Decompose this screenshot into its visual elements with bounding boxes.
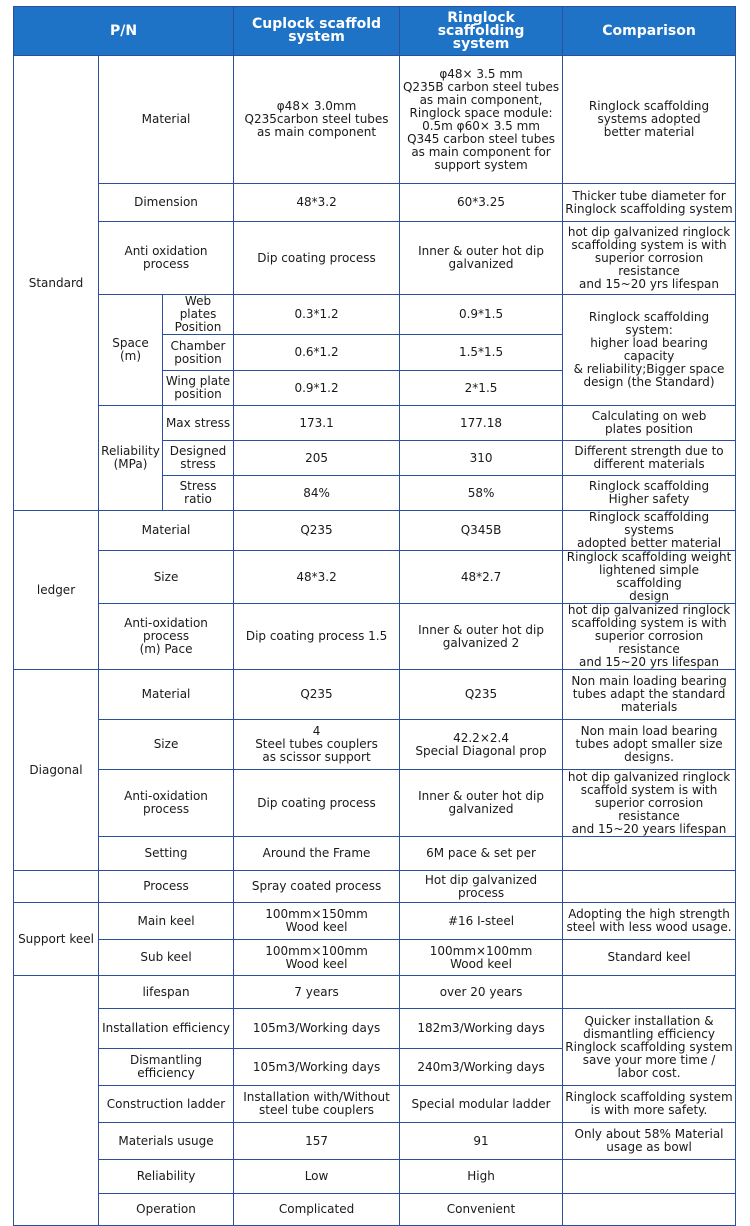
table-row — [14, 1194, 736, 1226]
comparison-cell — [563, 1194, 736, 1226]
sub-label: Chamber position — [163, 335, 234, 371]
cuplock-cell: Q235 — [234, 670, 400, 720]
sub-label: Web plates Position — [163, 295, 234, 335]
ringlock-cell: Inner & outer hot dip galvanized — [400, 222, 563, 295]
sub-label: Max stress — [163, 406, 234, 441]
row-label: Main keel — [99, 903, 234, 940]
cuplock-cell: 105m3/Working days — [234, 1049, 400, 1086]
comparison-cell: Different strength due to different materials — [563, 441, 736, 476]
table-row — [14, 222, 736, 295]
table-row — [14, 56, 736, 184]
ringlock-cell: 0.9*1.5 — [400, 295, 563, 335]
table-row — [14, 1086, 736, 1123]
comparison-cell: Ringlock scaffolding systems adopted better material — [563, 511, 736, 551]
comparison-cell: Calculating on web plates position — [563, 406, 736, 441]
group-support-keel: Support keel — [14, 903, 99, 976]
table-row — [14, 406, 736, 441]
comparison-cell: Adopting the high strength steel with less wood usage. — [563, 903, 736, 940]
ringlock-cell: Q235 — [400, 670, 563, 720]
cuplock-cell: Spray coated process — [234, 871, 400, 903]
cuplock-cell: 48*3.2 — [234, 551, 400, 604]
sub-label: Wing plate position — [163, 371, 234, 406]
cuplock-cell: 0.9*1.2 — [234, 371, 400, 406]
cuplock-cell: 157 — [234, 1123, 400, 1160]
header-comparison: Comparison — [563, 7, 736, 56]
ringlock-cell: 91 — [400, 1123, 563, 1160]
table-row — [14, 720, 736, 770]
table-row — [14, 903, 736, 940]
cuplock-cell: 7 years — [234, 976, 400, 1009]
ringlock-cell: High — [400, 1160, 563, 1194]
comparison-cell: Standard keel — [563, 940, 736, 976]
comparison-cell — [563, 837, 736, 871]
row-label: Size — [99, 720, 234, 770]
table-row — [14, 871, 736, 903]
comparison-cell: Ringlock scaffolding systems adopted better material — [563, 56, 736, 184]
comparison-cell: hot dip galvanized ringlock scaffold system is with superior corrosion resistance and 15~20 years lifespan — [563, 770, 736, 837]
row-label: Material — [99, 511, 234, 551]
cuplock-cell: Installation with/Without steel tube couplers — [234, 1086, 400, 1123]
comparison-cell: Ringlock scaffolding system is with more safety. — [563, 1086, 736, 1123]
comparison-cell: Ringlock scaffolding system: higher load bearing capacity & reliability;Bigger space design (the Standard) — [563, 295, 736, 406]
comparison-cell — [563, 976, 736, 1009]
comparison-cell: Quicker installation & dismantling efficiency Ringlock scaffolding system save your more time / labor cost. — [563, 1009, 736, 1086]
cuplock-cell: Dip coating process — [234, 770, 400, 837]
row-label: Setting — [99, 837, 234, 871]
header-pn: P/N — [14, 7, 234, 56]
sub-label: Designed stress — [163, 441, 234, 476]
table-row — [14, 837, 736, 871]
cuplock-cell: 100mm×100mm Wood keel — [234, 940, 400, 976]
group-empty — [14, 871, 99, 903]
cuplock-cell: 100mm×150mm Wood keel — [234, 903, 400, 940]
comparison-cell — [563, 1160, 736, 1194]
row-label: Dimension — [99, 184, 234, 222]
ringlock-cell: 60*3.25 — [400, 184, 563, 222]
row-label: Size — [99, 551, 234, 604]
ringlock-cell: over 20 years — [400, 976, 563, 1009]
table-row — [14, 1009, 736, 1049]
table-row — [14, 295, 736, 335]
cuplock-cell: 173.1 — [234, 406, 400, 441]
group-standard: Standard — [14, 56, 99, 511]
table-row — [14, 551, 736, 604]
row-label: Construction ladder — [99, 1086, 234, 1123]
cuplock-cell: 0.6*1.2 — [234, 335, 400, 371]
row-label: Operation — [99, 1194, 234, 1226]
table-row — [14, 1160, 736, 1194]
ringlock-cell: Inner & outer hot dip galvanized 2 — [400, 604, 563, 670]
ringlock-cell: 240m3/Working days — [400, 1049, 563, 1086]
table-row — [14, 670, 736, 720]
ringlock-cell: 42.2×2.4 Special Diagonal prop — [400, 720, 563, 770]
row-label: Process — [99, 871, 234, 903]
table-row — [14, 511, 736, 551]
sub-label: Stress ratio — [163, 476, 234, 511]
ringlock-cell: 58% — [400, 476, 563, 511]
cuplock-cell: 48*3.2 — [234, 184, 400, 222]
ringlock-cell: 1.5*1.5 — [400, 335, 563, 371]
comparison-sheet — [13, 6, 735, 1226]
row-label: Sub keel — [99, 940, 234, 976]
table-row — [14, 604, 736, 670]
ringlock-cell: 310 — [400, 441, 563, 476]
cuplock-cell: 84% — [234, 476, 400, 511]
ringlock-cell: Convenient — [400, 1194, 563, 1226]
cuplock-cell: Dip coating process — [234, 222, 400, 295]
cuplock-cell: 205 — [234, 441, 400, 476]
subgroup-space: Space (m) — [99, 295, 163, 406]
group-ledger: ledger — [14, 511, 99, 670]
cuplock-cell: 0.3*1.2 — [234, 295, 400, 335]
table-row — [14, 1123, 736, 1160]
row-label: Anti-oxidation process (m) Pace — [99, 604, 234, 670]
comparison-cell — [563, 871, 736, 903]
ringlock-cell: Q345B — [400, 511, 563, 551]
header-row — [14, 7, 736, 56]
comparison-cell: Ringlock scaffolding Higher safety — [563, 476, 736, 511]
cuplock-cell: 4 Steel tubes couplers as scissor support — [234, 720, 400, 770]
table-row — [14, 976, 736, 1009]
table-row — [14, 770, 736, 837]
table-row — [14, 940, 736, 976]
row-label: Anti-oxidation process — [99, 770, 234, 837]
ringlock-cell: 48*2.7 — [400, 551, 563, 604]
row-label: Reliability — [99, 1160, 234, 1194]
comparison-cell: Thicker tube diameter for Ringlock scaffolding system — [563, 184, 736, 222]
ringlock-cell: φ48× 3.5 mm Q235B carbon steel tubes as main component, Ringlock space module: 0.5m φ60× 3.5 mm Q345 carbon steel tubes as main component for support system — [400, 56, 563, 184]
cuplock-cell: Low — [234, 1160, 400, 1194]
ringlock-cell: Hot dip galvanized process — [400, 871, 563, 903]
ringlock-cell: 177.18 — [400, 406, 563, 441]
header-ringlock: Ringlock scaffolding system — [400, 7, 563, 56]
ringlock-cell: 182m3/Working days — [400, 1009, 563, 1049]
row-label: Material — [99, 670, 234, 720]
comparison-cell: hot dip galvanized ringlock scaffolding system is with superior corrosion resistance and 15~20 yrs lifespan — [563, 222, 736, 295]
ringlock-cell: Special modular ladder — [400, 1086, 563, 1123]
row-label: Material — [99, 56, 234, 184]
comparison-table — [13, 6, 736, 1226]
cuplock-cell: 105m3/Working days — [234, 1009, 400, 1049]
ringlock-cell: 2*1.5 — [400, 371, 563, 406]
header-cuplock: Cuplock scaffold system — [234, 7, 400, 56]
comparison-cell: Ringlock scaffolding weight lightened simple scaffolding design — [563, 551, 736, 604]
group-empty — [14, 976, 99, 1226]
comparison-cell: Non main loading bearing tubes adapt the standard materials — [563, 670, 736, 720]
cuplock-cell: Complicated — [234, 1194, 400, 1226]
comparison-cell: Non main load bearing tubes adopt smaller size designs. — [563, 720, 736, 770]
table-row — [14, 184, 736, 222]
group-diagonal: Diagonal — [14, 670, 99, 871]
cuplock-cell: Around the Frame — [234, 837, 400, 871]
cuplock-cell: Dip coating process 1.5 — [234, 604, 400, 670]
cuplock-cell: Q235 — [234, 511, 400, 551]
row-label: Materials usuge — [99, 1123, 234, 1160]
ringlock-cell: Inner & outer hot dip galvanized — [400, 770, 563, 837]
row-label: Installation efficiency — [99, 1009, 234, 1049]
cuplock-cell: φ48× 3.0mm Q235carbon steel tubes as main component — [234, 56, 400, 184]
ringlock-cell: 6M pace & set per — [400, 837, 563, 871]
ringlock-cell: 100mm×100mm Wood keel — [400, 940, 563, 976]
comparison-cell: Only about 58% Material usage as bowl — [563, 1123, 736, 1160]
row-label: Anti oxidation process — [99, 222, 234, 295]
comparison-cell: hot dip galvanized ringlock scaffolding system is with superior corrosion resistance and 15~20 yrs lifespan — [563, 604, 736, 670]
row-label: lifespan — [99, 976, 234, 1009]
row-label: Dismantling efficiency — [99, 1049, 234, 1086]
subgroup-reliability: Reliability (MPa) — [99, 406, 163, 511]
ringlock-cell: #16 I-steel — [400, 903, 563, 940]
